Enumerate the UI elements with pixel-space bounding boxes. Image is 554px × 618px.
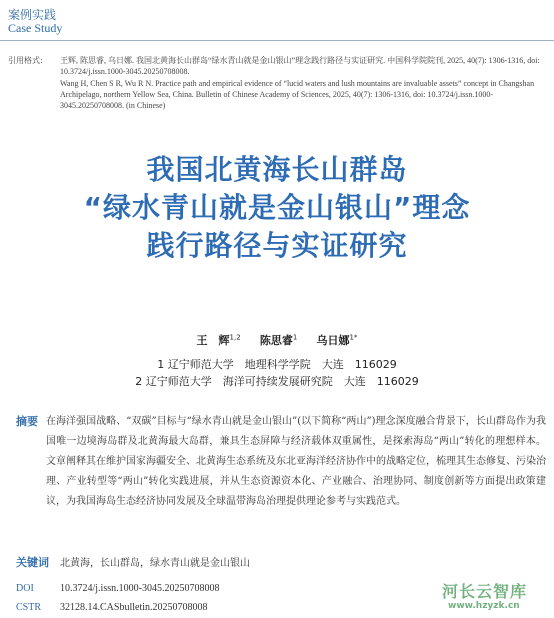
cstr-label: CSTR xyxy=(16,602,42,613)
cstr-value: 32128.14.CASbulletin.20250708008 xyxy=(60,602,208,613)
author-name: 陈思睿 xyxy=(259,334,293,347)
watermark-url: www.hzyzk.cn xyxy=(448,601,520,611)
title-line-2: “绿水青山就是金山银山”理念 xyxy=(83,191,471,224)
author-affiliation-mark: 1 xyxy=(292,333,298,342)
doi-label: DOI xyxy=(16,583,34,594)
citation-label: 引用格式: xyxy=(8,56,43,65)
title-line-1: 我国北黄海长山群岛 xyxy=(146,153,408,186)
header-divider xyxy=(0,40,554,41)
citation-en: Wang H, Chen S R, Wu R N. Practice path and empirical evidence of “lucid waters and lush mountains are invaluable assets” concept in Changshan Archipelago, northern Yellow Sea, China. Bulletin of Chinese Academy of Sciences, 2025, 40(7): 1306-1316, doi: 10.3724/j.issn.1000-3045.20250708008. (in Chinese) xyxy=(60,79,535,110)
author-affiliation-mark: 1* xyxy=(349,333,358,342)
section-label-cn: 案例实践 xyxy=(8,8,57,22)
watermark-logo-text: 河长云智库 xyxy=(442,582,528,601)
affiliation-1: 1 辽宁师范大学 地理科学学院 大连 116029 xyxy=(157,358,397,371)
author-name: 王 辉 xyxy=(196,334,230,347)
abstract-label: 摘要 xyxy=(16,415,38,428)
author-name: 乌日娜 xyxy=(316,334,350,347)
title-line-3: 践行路径与实证研究 xyxy=(146,229,408,262)
affiliation-2: 2 辽宁师范大学 海洋可持续发展研究院 大连 116029 xyxy=(135,375,419,388)
citation-cn: 王辉, 陈思睿, 乌日娜. 我国北黄海长山群岛“绿水青山就是金山银山”理念践行路径与实证研究. 中国科学院院刊, 2025, 40(7): 1306-1316, doi: 10.3724/j.issn.1000-3045.20250708008. xyxy=(60,56,540,76)
section-label-en: Case Study xyxy=(8,21,63,35)
author-list xyxy=(0,332,554,348)
doi-value[interactable]: 10.3724/j.issn.1000-3045.20250708008 xyxy=(60,583,220,594)
keywords-label: 关键词 xyxy=(16,556,49,569)
keywords-text: 北黄海，长山群岛，绿水青山就是金山银山 xyxy=(60,558,250,569)
author-affiliation-mark: 1,2 xyxy=(229,333,241,342)
abstract-text: 在海洋强国战略、“双碳”目标与“绿水青山就是金山银山”(以下简称“两山”)理念深度融合背景下，长山群岛作为我国唯一边境海岛群及北黄海最大岛群，兼具生态屏障与经济载体双重属性，是探索海岛“两山”转化的理想样本。文章阐释其在维护国家海疆安全、北黄海生态系统及东北亚海洋经济协作中的战略定位，梳理其生态修复、污染治理、产业转型等“两山”转化实践进展，并从生态资源资本化、产业融合、治理协同、制度创新等方面提出政策建议，为我国海岛生态经济协同发展及全球温带海岛治理提供理论参考与实践范式。 xyxy=(46,416,546,507)
